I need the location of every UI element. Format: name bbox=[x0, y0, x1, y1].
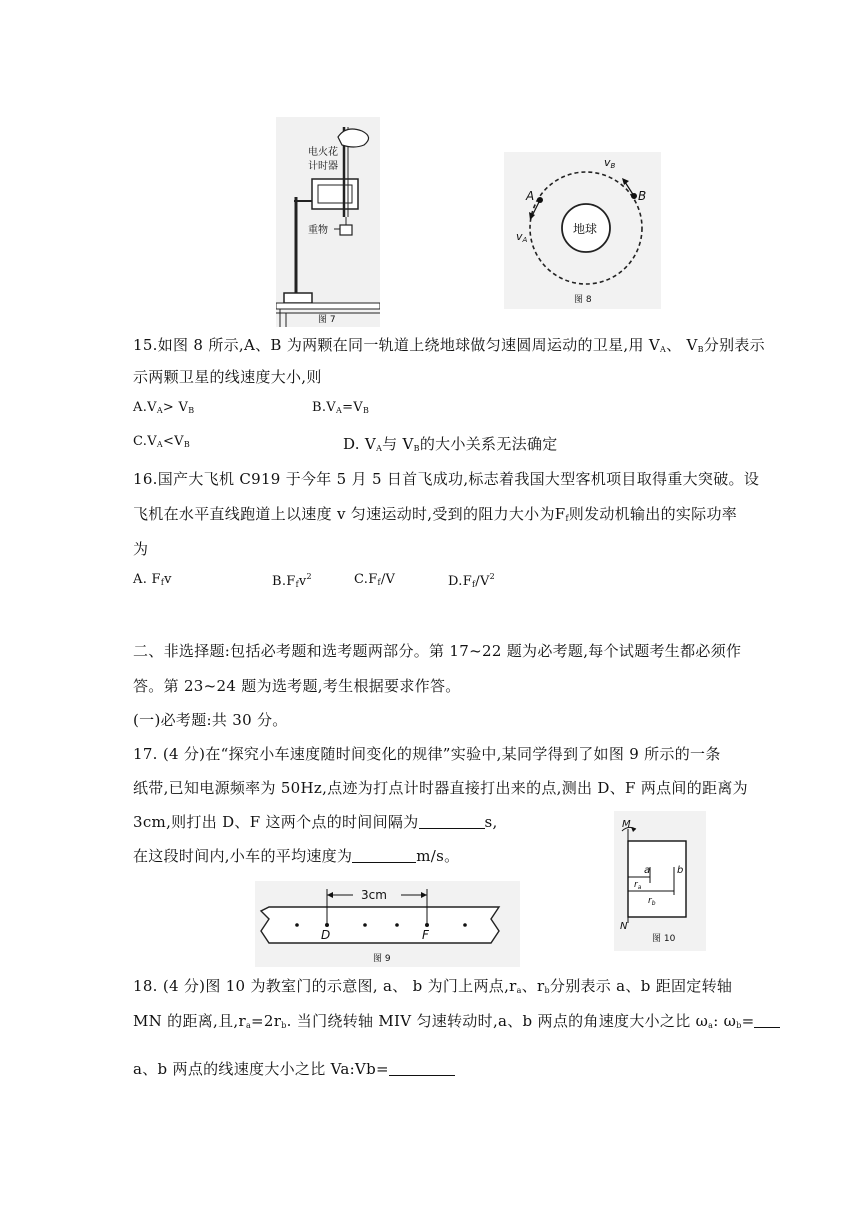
opt-sub: f bbox=[160, 578, 165, 587]
opt-sub: B bbox=[183, 440, 191, 449]
paper-tape-diagram bbox=[255, 881, 520, 967]
section-2-line-1: 二、非选择题:包括必考题和选考题两部分。第 17~22 题为必考题,每个试题考生都必须作 bbox=[133, 642, 742, 660]
label-m: M bbox=[622, 819, 631, 830]
opt-sub: f bbox=[295, 580, 299, 589]
q15-line-1 bbox=[133, 334, 765, 355]
q16-line-2 bbox=[133, 503, 737, 524]
opt-text: A. F bbox=[133, 572, 161, 587]
q16-option-a bbox=[133, 572, 172, 587]
q18-sub: a bbox=[245, 1021, 252, 1030]
opt-text: D.F bbox=[448, 574, 473, 589]
label-a: a bbox=[644, 865, 651, 876]
opt-sub: A bbox=[156, 440, 163, 449]
q17-line-1: 17. (4 分)在“探究小车速度随时间变化的规律”实验中,某同学得到了如图 9 所示的一条 bbox=[133, 745, 721, 763]
figure-8 bbox=[504, 152, 661, 309]
q18-answer-blank-2[interactable] bbox=[389, 1061, 455, 1076]
q18-line-1 bbox=[133, 975, 732, 996]
label-rb: $r_b$ bbox=[648, 896, 656, 907]
q18-sub: b bbox=[281, 1021, 287, 1030]
q16-line-3: 为 bbox=[133, 540, 149, 558]
label-ra: $r_a$ bbox=[634, 880, 642, 891]
opt-text: D. V bbox=[343, 435, 377, 453]
figure-10-caption: 图 10 bbox=[652, 934, 676, 944]
opt-sub: B bbox=[188, 406, 195, 415]
q18-line-3 bbox=[133, 1058, 455, 1079]
q17-line-4 bbox=[133, 845, 459, 866]
opt-text: B.F bbox=[272, 574, 296, 589]
figure-8-caption: 图 8 bbox=[574, 295, 592, 305]
q17-text: 在这段时间内,小车的平均速度为 bbox=[133, 847, 353, 865]
opt-sub: A bbox=[335, 406, 343, 415]
figure-9-caption: 图 9 bbox=[373, 954, 391, 964]
opt-text: B.V bbox=[312, 400, 336, 415]
section-2-line-2: 答。第 23~24 题为选考题,考生根据要求作答。 bbox=[133, 677, 461, 695]
q17-answer-blank-1[interactable] bbox=[419, 814, 485, 829]
vb-label: vB bbox=[604, 156, 616, 170]
q15-option-d bbox=[343, 433, 558, 454]
opt-text: v bbox=[164, 572, 172, 587]
q18-text: : ω bbox=[713, 1012, 737, 1030]
q18-answer-blank-1[interactable] bbox=[754, 1013, 780, 1028]
timer-label-1: 电火花 bbox=[308, 147, 338, 158]
door-rect bbox=[628, 841, 686, 917]
door-diagram bbox=[614, 811, 706, 951]
q16-text: 则发动机输出的实际功率 bbox=[568, 505, 738, 523]
opt-sub: f bbox=[472, 580, 476, 589]
q18-sub: b bbox=[544, 986, 550, 995]
q15-option-b bbox=[312, 400, 369, 415]
q15-text: 15.如图 8 所示,A、B 为两颗在同一轨道上绕地球做匀速圆周运动的卫星,用 V bbox=[133, 336, 660, 354]
distance-label: 3cm bbox=[361, 888, 387, 902]
figure-10 bbox=[614, 811, 706, 951]
q18-text: 18. (4 分)图 10 为教室门的示意图, a、 b 为门上两点,r bbox=[133, 977, 517, 995]
q15-sub-b: B bbox=[697, 345, 704, 354]
q17-answer-blank-2[interactable] bbox=[352, 848, 416, 863]
q18-text: a、b 两点的线速度大小之比 Va:Vb= bbox=[133, 1060, 389, 1078]
opt-text: /V bbox=[380, 572, 396, 587]
q16-line-1: 16.国产大飞机 C919 于今年 5 月 5 日首飞成功,标志着我国大型客机项目取得重大突破。设 bbox=[133, 470, 760, 488]
point-a-label: A bbox=[526, 189, 535, 203]
opt-sup: 2 bbox=[306, 572, 312, 581]
q17-line-2: 纸带,已知电源频率为 50Hz,点迹为打点计时器直接打出来的点,测出 D、F 两点间的距离为 bbox=[133, 779, 748, 797]
q17-line-3 bbox=[133, 811, 498, 832]
opt-text: C.F bbox=[354, 572, 378, 587]
va-label: vA bbox=[516, 230, 528, 244]
satellite-orbit-diagram bbox=[504, 152, 661, 309]
q18-text: MN 的距离,且,r bbox=[133, 1012, 246, 1030]
q16-option-b bbox=[272, 572, 312, 589]
q18-text: 分别表示 a、b 距固定转轴 bbox=[549, 977, 733, 995]
q15-option-a bbox=[133, 400, 194, 415]
opt-text: /V bbox=[475, 574, 490, 589]
q18-sub: a bbox=[708, 1021, 714, 1030]
q17-text: s, bbox=[484, 813, 498, 831]
opt-sub: B bbox=[413, 444, 420, 453]
q17-text: m/s。 bbox=[416, 847, 460, 865]
q15-text-post: 分别表示 bbox=[703, 336, 765, 354]
opt-text: v bbox=[298, 574, 307, 589]
q18-line-2 bbox=[133, 1010, 780, 1031]
timer-label-2: 计时器 bbox=[308, 161, 338, 172]
opt-text: > V bbox=[162, 400, 189, 415]
point-f-label: F bbox=[422, 928, 429, 942]
q18-sub: a bbox=[516, 986, 522, 995]
opt-text: =V bbox=[342, 400, 363, 415]
q18-text: 、r bbox=[521, 977, 545, 995]
section-2-line-3: (一)必考题:共 30 分。 bbox=[133, 711, 288, 729]
q16-sub: f bbox=[565, 514, 569, 523]
opt-sup: 2 bbox=[489, 572, 496, 581]
opt-sub: f bbox=[377, 578, 381, 587]
q16-text: 飞机在水平直线跑道上以速度 v 匀速运动时,受到的阻力大小为F bbox=[133, 505, 566, 523]
opt-text: 的大小关系无法确定 bbox=[419, 435, 558, 453]
q18-text: . 当门绕转轴 MIV 匀速转动时,a、b 两点的角速度大小之比 ω bbox=[286, 1012, 709, 1030]
figure-7 bbox=[276, 117, 380, 327]
opt-text: <V bbox=[162, 434, 184, 449]
q16-option-d bbox=[448, 572, 495, 589]
point-d-label: D bbox=[321, 928, 331, 942]
opt-text: A.V bbox=[133, 400, 157, 415]
point-b-label: B bbox=[638, 189, 647, 203]
q16-option-c bbox=[354, 572, 395, 587]
opt-sub: B bbox=[362, 406, 370, 415]
q18-text: =2r bbox=[251, 1012, 282, 1030]
timer-apparatus-diagram bbox=[276, 117, 380, 327]
q18-text: = bbox=[741, 1012, 755, 1030]
q15-sub-a: A bbox=[660, 345, 667, 354]
q18-sub: b bbox=[736, 1021, 742, 1030]
opt-sub: A bbox=[376, 444, 383, 453]
q15-line-2: 示两颗卫星的线速度大小,则 bbox=[133, 368, 322, 386]
opt-sub: A bbox=[156, 406, 163, 415]
opt-text: C.V bbox=[133, 434, 157, 449]
figure-9 bbox=[255, 881, 520, 967]
q17-text: 3cm,则打出 D、F 这两个点的时间间隔为 bbox=[133, 813, 419, 831]
figure-7-caption: 图 7 bbox=[318, 315, 336, 325]
earth-label: 地球 bbox=[573, 222, 598, 236]
label-n: N bbox=[620, 921, 628, 932]
label-b: b bbox=[677, 865, 684, 876]
q15-option-c bbox=[133, 434, 190, 449]
q15-text-mid: 、 V bbox=[666, 336, 698, 354]
weight-label: 重物 bbox=[308, 225, 328, 236]
opt-text: 与 V bbox=[382, 435, 414, 453]
